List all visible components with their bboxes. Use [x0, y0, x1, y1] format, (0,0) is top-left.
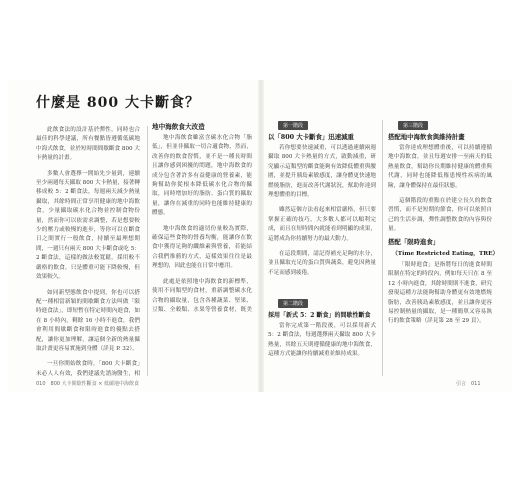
column-3a [268, 144, 376, 294]
column-2 [152, 134, 252, 314]
col1-paragraph: 多數人會選擇一開始先少量到，連續至少兩週每天攝取 800 大卡熱量，接著轉移成較 5：2 斷食法，每週兩天減少熱量攝取，其餘時間正常享用健康的地中海飲食，少量攝取碳水化合物並控制食物份量，然而你可以依需求調整，若是想要較少的壓力或較慢的進步，等你可以在斷食日之間實行一般飲食，持續至最理想期間，一週只有兩天 800 大卡斷食或吃 5：2 斷食法，這樣的做法較寬鬆，採用較不嚴格的飲食，只是體重可能下降較慢，但效果較久。 [36, 170, 140, 281]
col1-paragraph: 此飲食法的設計基於彈性，同時也合最佳的科學建議，所有餐點皆遵循低碳地中海式飲食，並於短時間間歇斷食 800 大卡熱量的計畫。 [36, 127, 140, 162]
col4-paragraph: 「限時進食」是指將每日的進食時間限制在特定的時段內，例如每天只在 8 至 12 小時內進食，其餘時間則不進食，研究發現這種方法能夠幫助身體更有效地燃燒脂肪，改善胰島素敏感度，並且讓你更容易控制熱量的攝取，是一種簡單又容易執行的飲食策略（詳見第 28 至 29 頁）。 [388, 262, 492, 325]
column-4b [388, 261, 492, 377]
col4-paragraph: 當你達成理想體重後，可以持續遵循地中海飲食，並且每週安排一至兩天的低熱量飲食，幫助你長期維持健康的體重與代謝，同時也能降低罹患慢性疾病的風險，讓身體保持在最佳狀態。 [388, 145, 492, 189]
col2-paragraph: 地中海飲食雖富含碳水化合物「脂低」，但並非攝取一切合適食物，然而，改善你的飲食習慣，並不是一種長時間且讓你感到困擾的問題，地中海飲食的成分包含著許多有益健康的營養素，能夠幫助你從根本降低碳水化合物的攝取，同時增加好的脂肪、蛋白質的攝取量，讓你在減重的同時也能維持健康的體態。 [152, 135, 252, 217]
col4-paragraph: 這個階段的重點在於建立長久的飲食習慣，而不是短期的節食，你可以依照自己的生活步調，彈性調整飲食的內容與份量。 [388, 198, 492, 232]
phase-tag-2: 第二階段 [278, 299, 308, 308]
column-3b [268, 322, 376, 376]
column-divider [382, 120, 383, 376]
column-1 [36, 126, 140, 378]
section-title-phase-2: 採用「新式 5：2 斷食」的間歇性斷食 [268, 312, 371, 319]
col3-paragraph: 雖然這個方法看起來相當嚴格，但只要掌握正確的技巧，大多數人都可以順利完成，而且在短時間內就能看到明顯的成果，這將成為你持續努力的最大動力。 [268, 207, 376, 242]
section-title-phase-1: 以「800 大卡斷食」迅速減重 [268, 133, 354, 141]
phase-tag-3: 第三階段 [398, 121, 428, 130]
page-headline: 什麼是 800 大卡斷食？ [36, 95, 200, 111]
section-title-phase-3: 搭配地中海飲食與維持計畫 [388, 133, 465, 141]
col3-paragraph: 在這段期間，請記得補充足夠的水分，並且攝取充足的蛋白質與蔬菜，避免因熱量不足而感到疲倦。 [268, 251, 376, 276]
folio-right: 引言 011 [456, 381, 481, 387]
col3-paragraph: 若你想要快速減重，可以透過連續兩週攝取 800 大卡熱量的方式，啟動減重，研究顯示這類型的斷食能夠有效降低體重與腰圍，並提升胰島素敏感度，讓身體更快速地燃燒脂肪，進而改善代謝狀況，幫助你達到理想體重的目標。 [268, 145, 376, 199]
section-title-tre: 搭配「限時進食」 [388, 238, 440, 246]
col1-paragraph: 如同新型態飲食中提到，你也可以搭配一種相當新穎的間歇斷食方法叫做「限時進食法」，即短暫在特定時間內進食，如在 8 小時內，剩餘 16 小時不進食，我們會利用間歇斷食和限時進食的優點去搭配，讓你更加理解，讓這個全新的熱量攝取計畫更容易實施到身體（詳見 P. 32）。 [36, 289, 140, 352]
phase-tag-1: 第一階段 [278, 121, 308, 130]
col3-paragraph: 當你完成第一階段後，可以採用新式 5：2 斷食法，每週選擇兩天攝取 800 大卡熱量，其餘五天則遵循健康的地中海飲食，這種方式能讓你持續減重並維持成果。 [268, 323, 376, 358]
col1-paragraph: 一旦你開始飲食時，「800 大卡斷食」未必人人有效，我們建議先諮詢醫生，相 [36, 361, 140, 377]
section-title-mediterranean: 地中海飲食大改造 [152, 123, 205, 131]
page-gutter [258, 80, 264, 392]
col2-paragraph: 此處是依照地中海飲食的新標準，使用不同類型的食材，重新調整碳水化合物的攝取量，包含各種蔬菜、堅果、豆類、全穀類、水果等營養食材，既美 [152, 278, 252, 313]
section-subtitle-tre: （Time Restricted Eating，TRE） [392, 251, 499, 257]
col2-paragraph: 地中海飲食的適切份量較為實際，確保這些食物的營養均衡，能讓你在飲食中獲得足夠的纖維素與營養，若能結合我們推薦的方式，這樣效果往往是最理想的，因此也能在日常中應用。 [152, 225, 252, 270]
column-divider [147, 126, 148, 376]
folio-left: 010 800 大卡間歇性斷食 × 低碳地中海飲食 [36, 381, 140, 387]
column-4a [388, 144, 492, 232]
